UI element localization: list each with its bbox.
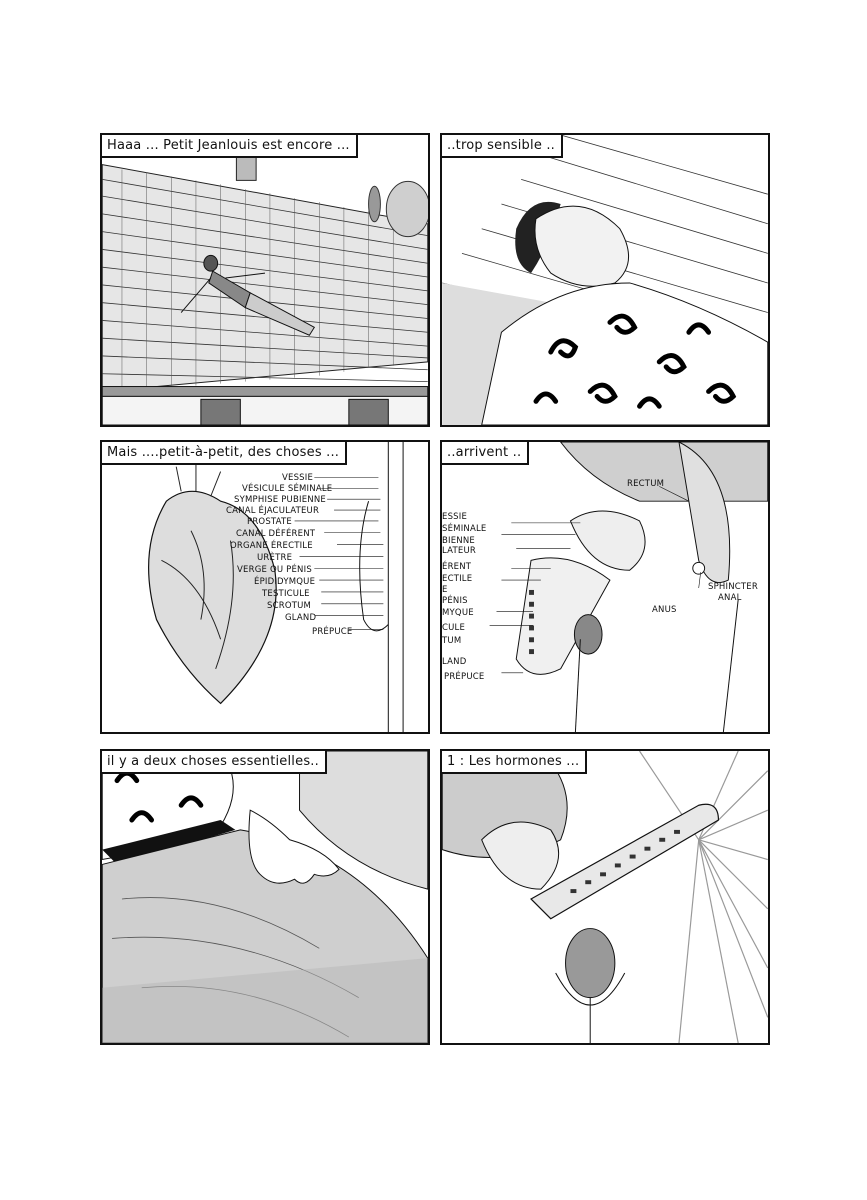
anatomy-label: URÈTRE bbox=[257, 553, 293, 563]
anatomy-label: ORGANE ÉRECTILE bbox=[230, 541, 313, 551]
anatomy-label: E bbox=[442, 585, 448, 595]
sphincter-label: ANAL bbox=[718, 593, 742, 603]
anatomy-label: GLAND bbox=[285, 613, 317, 623]
panel-heart bbox=[100, 440, 430, 734]
panel-face bbox=[440, 133, 770, 427]
anatomy-label: ÉRENT bbox=[442, 562, 472, 572]
anatomy-label: MYQUE bbox=[442, 608, 474, 618]
anatomy-label: SÉMINALE bbox=[442, 524, 487, 534]
panel-caption: Mais ....petit-à-petit, des choses ... bbox=[100, 440, 347, 465]
anus-label: ANUS bbox=[652, 605, 677, 615]
panel-roof bbox=[100, 133, 430, 427]
anatomy-label: BIENNE bbox=[442, 536, 475, 546]
anatomy-label: PRÉPUCE bbox=[444, 672, 485, 682]
anatomy-label: TESTICULE bbox=[262, 589, 310, 599]
anatomy-label: LATEUR bbox=[442, 546, 476, 556]
sphincter-label: SPHINCTER bbox=[708, 582, 758, 592]
anatomy-label: ESSIE bbox=[442, 512, 468, 522]
rectum-label: RECTUM bbox=[627, 479, 665, 489]
panel-caption: Haaa ... Petit Jeanlouis est encore ... bbox=[100, 133, 358, 158]
face-illustration bbox=[442, 135, 768, 425]
panel-anatomy bbox=[440, 440, 770, 734]
anatomy-label: CANAL DÉFÉRENT bbox=[236, 529, 316, 539]
anatomy-label: ECTILE bbox=[442, 574, 473, 584]
panel-caption: il y a deux choses essentielles.. bbox=[100, 749, 327, 774]
panel-caption: ..trop sensible .. bbox=[440, 133, 563, 158]
panel-hand bbox=[100, 749, 430, 1045]
anatomy-label: ÉPIDIDYMQUE bbox=[254, 577, 316, 587]
anatomy-label: PROSTATE bbox=[247, 517, 292, 527]
anatomy-label: LAND bbox=[442, 657, 467, 667]
anatomy-label: SCROTUM bbox=[267, 601, 312, 611]
panel-hormones bbox=[440, 749, 770, 1045]
roof-illustration bbox=[102, 135, 428, 425]
anatomy-label: SYMPHISE PUBIENNE bbox=[234, 495, 326, 505]
anatomy-label: PÉNIS bbox=[442, 596, 468, 606]
anatomy-label: PRÉPUCE bbox=[312, 627, 353, 637]
anatomy-label: VESSIE bbox=[282, 473, 314, 483]
hand-illustration bbox=[102, 751, 428, 1043]
anatomy-label: VÉSICULE SÉMINALE bbox=[242, 484, 333, 494]
anatomy-label: CANAL ÉJACULATEUR bbox=[226, 506, 320, 516]
anatomy-label: VERGE OU PÉNIS bbox=[237, 565, 312, 575]
panel-caption: 1 : Les hormones ... bbox=[440, 749, 587, 774]
anatomy-label: TUM bbox=[442, 636, 462, 646]
panel-caption: ..arrivent .. bbox=[440, 440, 529, 465]
hormones-illustration bbox=[442, 751, 768, 1043]
anatomy-label: CULE bbox=[442, 623, 466, 633]
